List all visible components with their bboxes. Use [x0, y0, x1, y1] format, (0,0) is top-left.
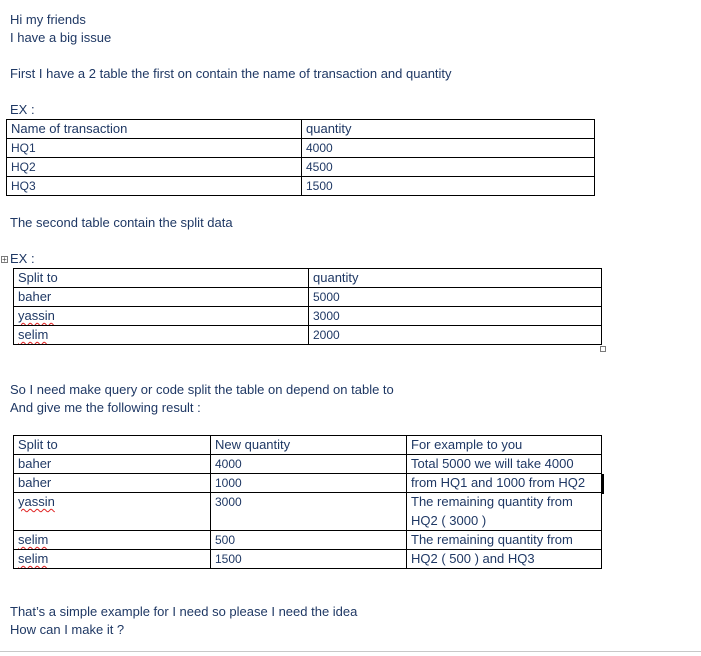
split-name-cell: baher — [14, 288, 309, 307]
misspelled-word: selim — [18, 551, 49, 566]
example-note-cell: HQ2 ( 500 ) and HQ3 — [407, 550, 602, 569]
misspelled-word: selim — [18, 532, 49, 547]
quantity-cell: 4000 — [302, 139, 595, 158]
new-quantity-cell: 1500 — [211, 550, 407, 569]
first-table-description: First I have a 2 table the first on contain the name of transaction and quantity — [10, 66, 452, 81]
example-note-cell: The remaining quantity from — [407, 531, 602, 550]
transaction-name-cell: HQ2 — [7, 158, 302, 177]
example-note-cell: The remaining quantity from — [407, 493, 602, 512]
table-resize-handle[interactable] — [600, 346, 606, 352]
header-cell: Name of transaction — [7, 120, 302, 139]
split-name-cell — [14, 493, 211, 531]
example-label-1: EX : — [10, 102, 35, 117]
split-name-cell — [14, 326, 309, 345]
table-row — [14, 550, 602, 569]
transactions-table — [6, 119, 595, 196]
table-row — [14, 326, 602, 345]
page-bottom-divider — [0, 651, 701, 652]
example-note-cell: from HQ1 and 1000 from HQ2 — [407, 474, 602, 493]
text-cursor — [602, 474, 604, 494]
result-table — [13, 435, 602, 569]
quantity-cell: 5000 — [309, 288, 602, 307]
misspelled-word: yassin — [18, 308, 55, 323]
second-table-description: The second table contain the split data — [10, 215, 233, 230]
request-line-2: And give me the following result : — [10, 400, 201, 415]
header-cell: For example to you — [407, 436, 602, 455]
table-header-row — [14, 436, 602, 455]
split-name-cell: baher — [14, 474, 211, 493]
table-header-row — [7, 120, 595, 139]
header-cell: New quantity — [211, 436, 407, 455]
table-header-row — [14, 269, 602, 288]
misspelled-word: yassin — [18, 494, 55, 509]
quantity-cell: 1500 — [302, 177, 595, 196]
example-note-cell: Total 5000 we will take 4000 — [407, 455, 602, 474]
closing-line-1: That’s a simple example for I need so please I need the idea — [10, 604, 358, 619]
quantity-cell: 4500 — [302, 158, 595, 177]
table-row — [7, 158, 595, 177]
split-name-cell: baher — [14, 455, 211, 474]
example-note-cell: HQ2 ( 3000 ) — [407, 512, 602, 531]
header-cell: Split to — [14, 269, 309, 288]
header-cell: quantity — [302, 120, 595, 139]
table-row — [14, 307, 602, 326]
split-data-table — [13, 268, 602, 345]
new-quantity-cell: 3000 — [211, 493, 407, 531]
closing-line-2: How can I make it ? — [10, 622, 125, 637]
split-name-cell — [14, 531, 211, 550]
table-row — [14, 531, 602, 550]
table-row — [14, 455, 602, 474]
split-name-cell — [14, 307, 309, 326]
issue-line: I have a big issue — [10, 30, 112, 45]
table-move-handle-icon[interactable]: + — [2, 255, 7, 264]
quantity-cell: 3000 — [309, 307, 602, 326]
table-row — [14, 474, 602, 493]
split-name-cell — [14, 550, 211, 569]
table-row — [7, 139, 595, 158]
table-row — [7, 177, 595, 196]
transaction-name-cell: HQ1 — [7, 139, 302, 158]
new-quantity-cell: 4000 — [211, 455, 407, 474]
misspelled-word: selim — [18, 327, 49, 342]
request-line-1: So I need make query or code split the table on depend on table to — [10, 382, 394, 397]
new-quantity-cell: 1000 — [211, 474, 407, 493]
new-quantity-cell: 500 — [211, 531, 407, 550]
table-row — [14, 493, 602, 512]
transaction-name-cell: HQ3 — [7, 177, 302, 196]
table-row — [14, 288, 602, 307]
header-cell: quantity — [309, 269, 602, 288]
example-label-2: EX : — [10, 251, 35, 266]
quantity-cell: 2000 — [309, 326, 602, 345]
greeting-line: Hi my friends — [10, 12, 86, 27]
header-cell: Split to — [14, 436, 211, 455]
